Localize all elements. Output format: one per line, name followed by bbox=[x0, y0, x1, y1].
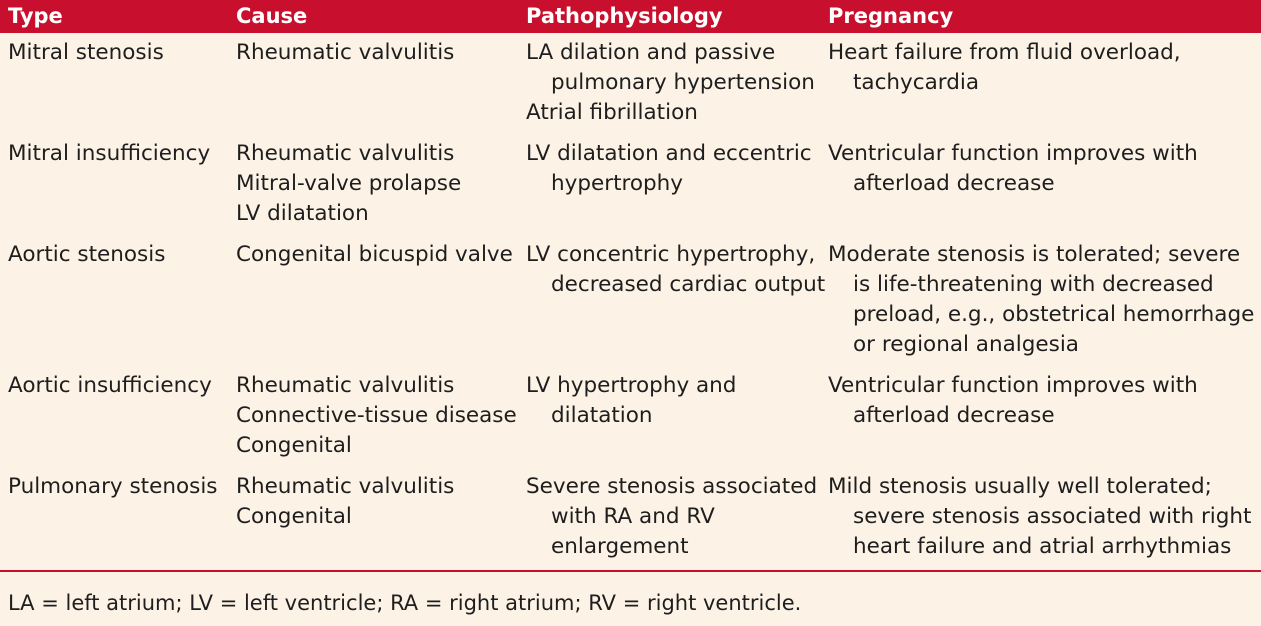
cell-line: LV hypertrophy and bbox=[526, 373, 737, 398]
cell-line: is life-threatening with decreased bbox=[853, 272, 1214, 297]
cell-type bbox=[8, 472, 218, 502]
cell-pregnancy bbox=[828, 38, 1181, 98]
cell-line: LA dilation and passive bbox=[526, 40, 776, 65]
cell-line: Pulmonary stenosis bbox=[8, 474, 218, 499]
cell-type bbox=[8, 371, 212, 401]
cell-type bbox=[8, 139, 210, 169]
cell-line: severe stenosis associated with right bbox=[853, 504, 1252, 529]
cell-pregnancy bbox=[828, 472, 1251, 562]
cell-line: heart failure and atrial arrhythmias bbox=[853, 534, 1232, 559]
header-pregnancy: Pregnancy bbox=[828, 4, 954, 28]
cell-cause bbox=[236, 371, 517, 461]
cell-line: LV dilatation bbox=[236, 201, 369, 226]
cell-line: Congenital bicuspid valve bbox=[236, 242, 513, 267]
cell-line: Aortic stenosis bbox=[8, 242, 166, 267]
cell-line: Congenital bbox=[236, 504, 352, 529]
cell-pathophysiology bbox=[526, 38, 815, 128]
cell-type bbox=[8, 240, 165, 270]
cell-line: enlargement bbox=[551, 534, 689, 559]
cell-line: Rheumatic valvulitis bbox=[236, 141, 455, 166]
cell-line: Mild stenosis usually well tolerated; bbox=[828, 474, 1212, 499]
table-footnote: LA = left atrium; LV = left ventricle; RA = right atrium; RV = right ventricle. bbox=[8, 591, 802, 615]
cell-line: Ventricular function improves with bbox=[828, 373, 1198, 398]
cell-cause bbox=[236, 38, 454, 68]
cell-line: preload, e.g., obstetrical hemorrhage bbox=[853, 302, 1255, 327]
cell-line: Rheumatic valvulitis bbox=[236, 373, 455, 398]
cell-line: Congenital bbox=[236, 433, 352, 458]
cell-cause bbox=[236, 472, 454, 532]
cell-line: Aortic insufficiency bbox=[8, 373, 212, 398]
cell-pregnancy bbox=[828, 371, 1198, 431]
cell-line: LV concentric hypertrophy, bbox=[526, 242, 816, 267]
cell-line: Moderate stenosis is tolerated; severe bbox=[828, 242, 1241, 267]
cell-pathophysiology bbox=[526, 139, 812, 199]
cell-line: pulmonary hypertension bbox=[551, 70, 815, 95]
header-type: Type bbox=[8, 4, 63, 28]
cell-cause bbox=[236, 139, 461, 229]
cell-line: dilatation bbox=[551, 403, 653, 428]
cell-pathophysiology bbox=[526, 472, 817, 562]
cell-cause bbox=[236, 240, 513, 270]
cell-line: Connective-tissue disease bbox=[236, 403, 517, 428]
cell-line: or regional analgesia bbox=[853, 332, 1079, 357]
header-cause: Cause bbox=[236, 4, 308, 28]
footnote-divider bbox=[0, 570, 1261, 572]
cell-pregnancy bbox=[828, 139, 1198, 199]
cell-line: Mitral insufficiency bbox=[8, 141, 211, 166]
cell-line: Heart failure from fluid overload, bbox=[828, 40, 1181, 65]
table-header bbox=[0, 0, 1261, 33]
cell-line: afterload decrease bbox=[853, 171, 1055, 196]
cell-pregnancy bbox=[828, 240, 1254, 360]
cell-line: hypertrophy bbox=[551, 171, 684, 196]
cell-pathophysiology bbox=[526, 240, 825, 300]
header-pathophysiology: Pathophysiology bbox=[526, 4, 723, 28]
cell-line: LV dilatation and eccentric bbox=[526, 141, 812, 166]
cell-line: with RA and RV bbox=[551, 504, 715, 529]
cell-line: Severe stenosis associated bbox=[526, 474, 818, 499]
cell-line: Rheumatic valvulitis bbox=[236, 474, 455, 499]
cell-line: Mitral-valve prolapse bbox=[236, 171, 462, 196]
cell-line: Ventricular function improves with bbox=[828, 141, 1198, 166]
cell-line: afterload decrease bbox=[853, 403, 1055, 428]
cell-line: Rheumatic valvulitis bbox=[236, 40, 455, 65]
cell-line: Atrial fibrillation bbox=[526, 100, 698, 125]
cell-line: tachycardia bbox=[853, 70, 980, 95]
cell-line: decreased cardiac output bbox=[551, 272, 826, 297]
cell-type bbox=[8, 38, 164, 68]
cell-line: Mitral stenosis bbox=[8, 40, 164, 65]
cell-pathophysiology bbox=[526, 371, 736, 431]
